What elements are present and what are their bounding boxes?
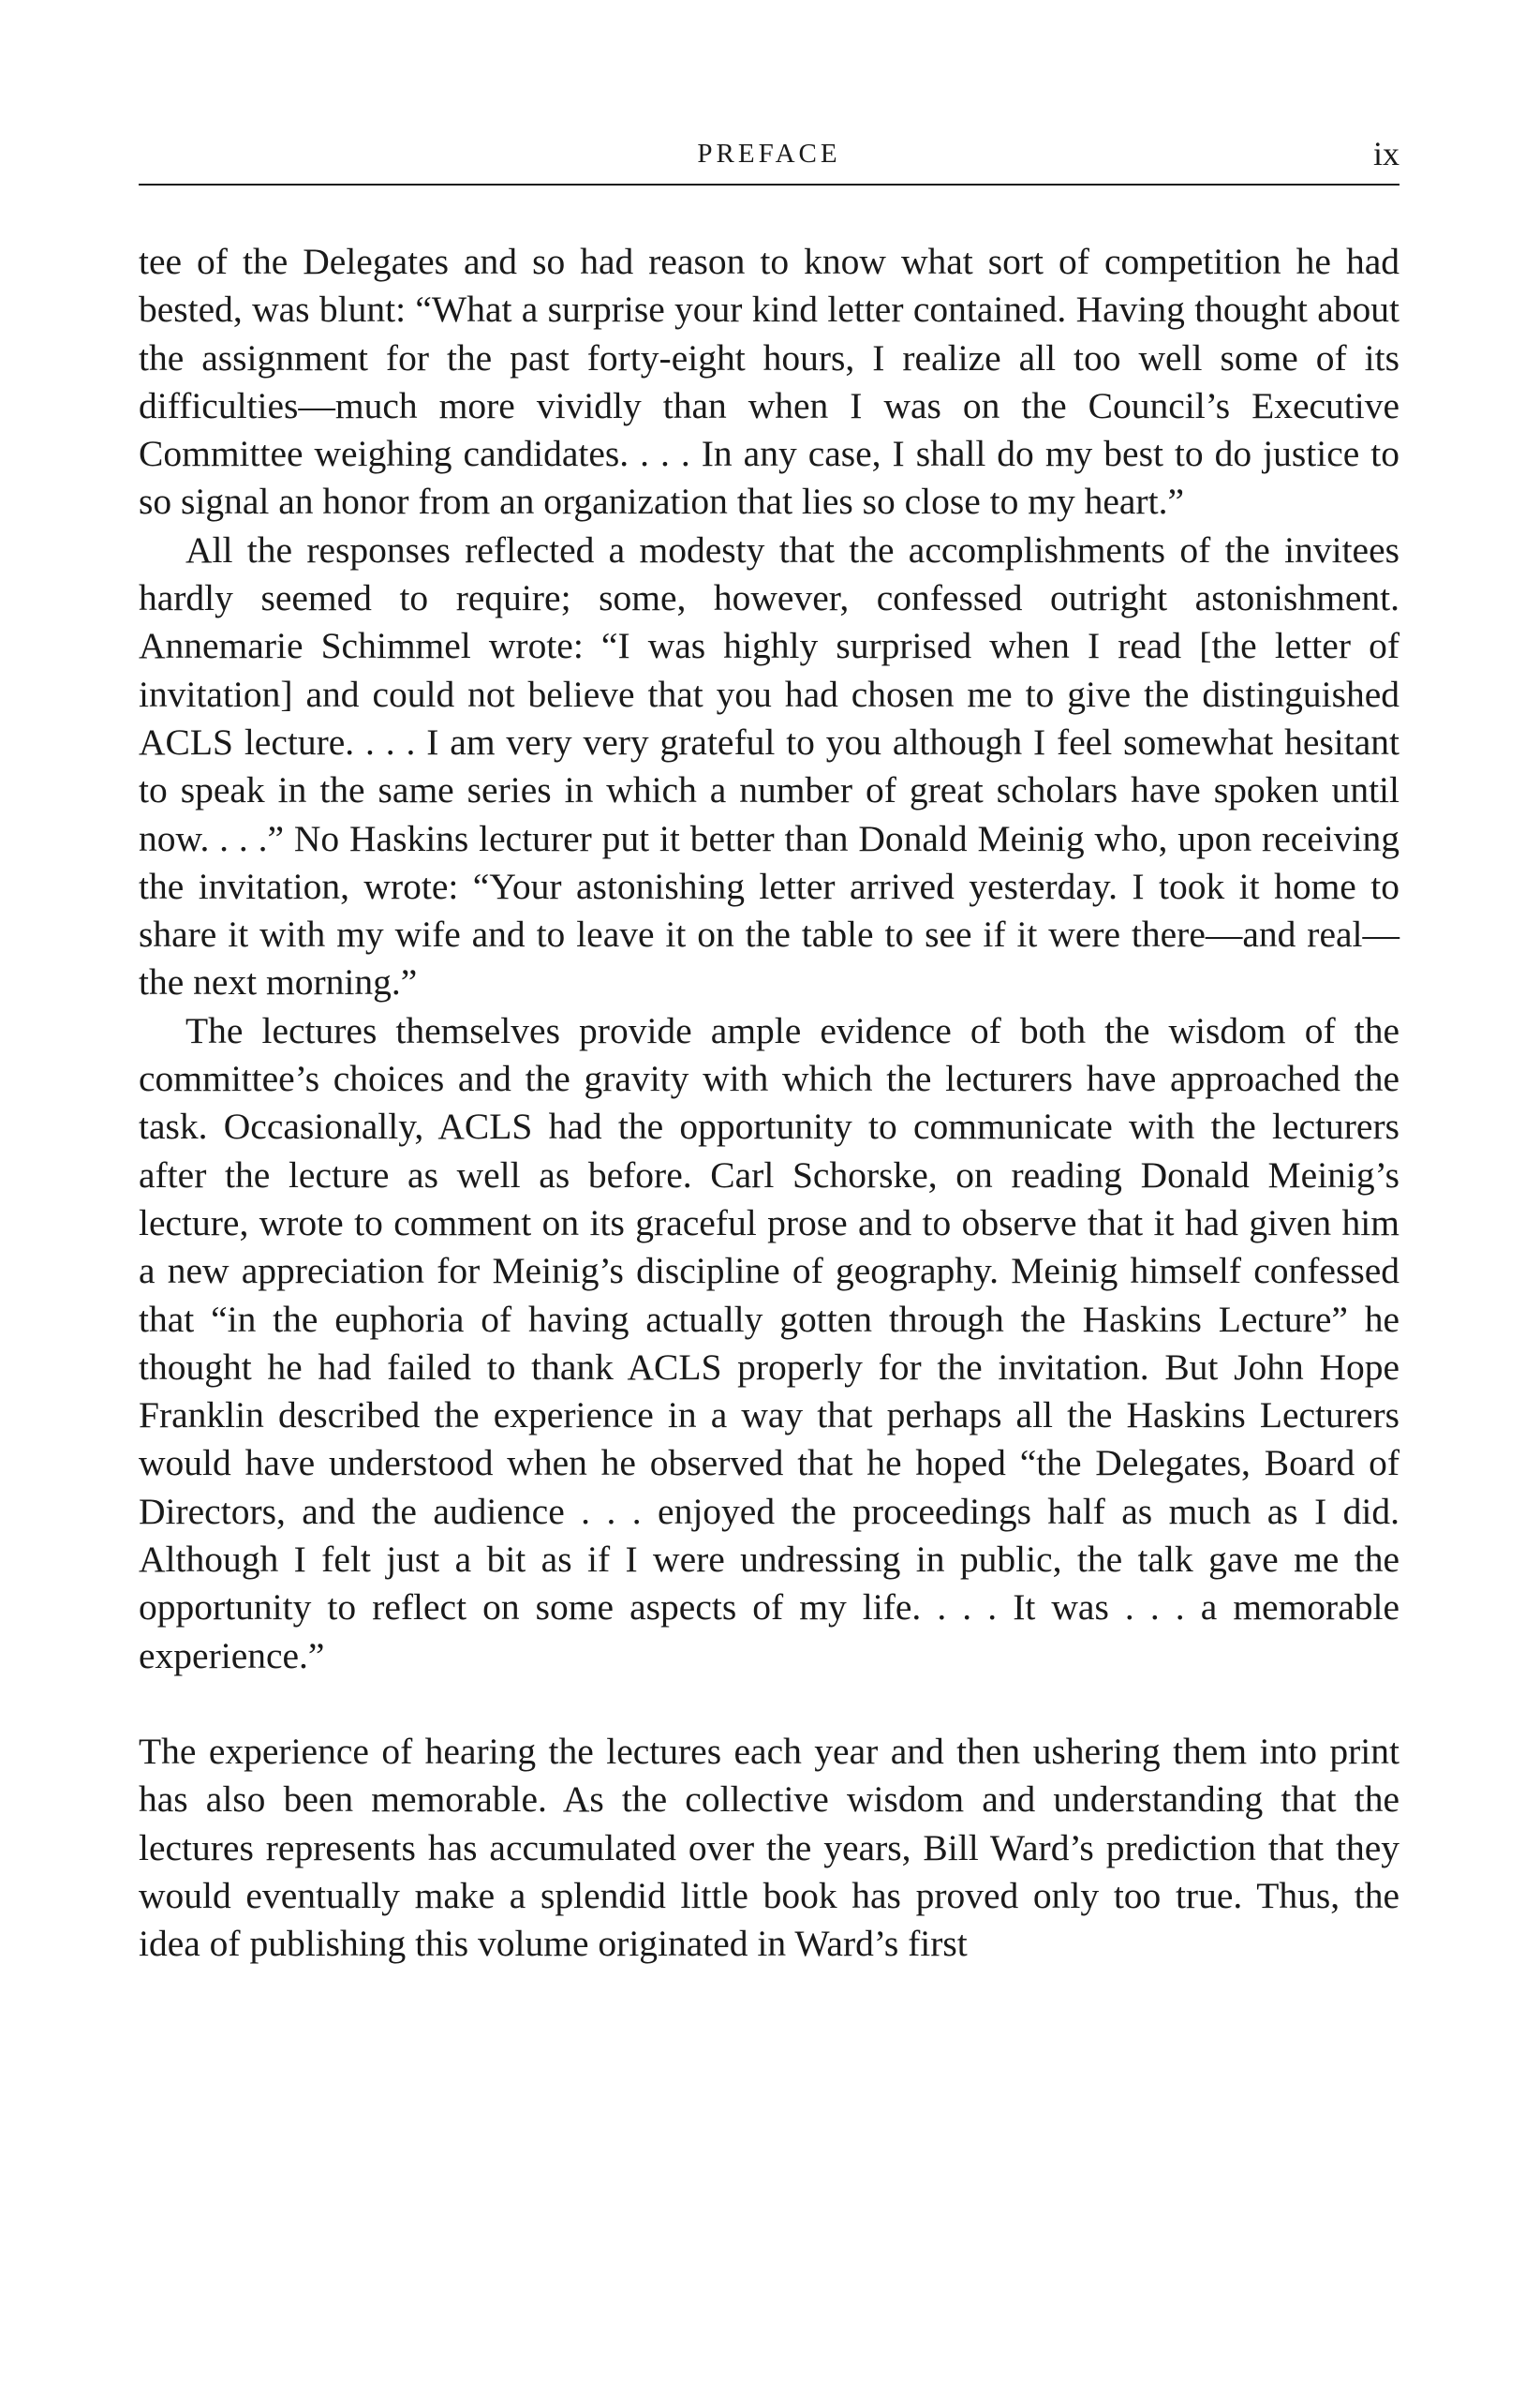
header-rule [139,184,1399,186]
running-title: PREFACE [697,139,841,169]
body-text [139,238,1399,1968]
paragraph-responses: All the responses reflected a modesty that the accomplishments of the invitees hardly seemed to require; some, however, confessed outright astonishment. Annemarie Schimmel wrote: “I was highly surprised when I read [the letter of invitation] and could not believe that you had chosen me to give the distinguished ACLS lecture. . . . I am very very grateful to you although I feel somewhat hesitant to speak in the same series in which a number of great scholars have spoken until now. . . .” No Haskins lecturer put it better than Donald Meinig who, upon receiving the invitation, wrote: “Your astonishing letter arrived yesterday. I took it home to share it with my wife and to leave it on the table to see if it were there—and real—the next morning.” [139,528,1399,1004]
paragraph-experience: The experience of hearing the lectures each year and then ushering them into print has also been memorable. As the collective wisdom and understanding that the lectures represents has accumulated over the years, Bill Ward’s prediction that they would eventually make a splendid little book has proved only too true. Thus, the idea of publishing this volume originated in Ward’s first [139,1730,1399,1965]
page-number: ix [1372,135,1399,172]
paragraph-continued: tee of the Delegates and so had reason to know what sort of competition he had bested, was blunt: “What a surprise your kind letter contained. Having thought about the assignment for the past forty-eight hours, I realize all too well some of its difficulties—much more vividly than when I was on the Council’s Executive Committee weighing candidates. . . . In any case, I shall do my best to do justice to so signal an honor from an organization that lies so close to my heart.” [139,241,1399,523]
paragraph-lectures: The lectures themselves provide ample evidence of both the wisdom of the committee’s choices and the gravity with which the lecturers have approached the task. Occasionally, ACLS had the opportunity to communicate with the lecturers after the lecture as well as before. Carl Schorske, on reading Donald Meinig’s lecture, wrote to comment on its graceful prose and to observe that it had given him a new appreciation for Meinig’s discipline of geography. Meinig himself confessed that “in the euphoria of having actually gotten through the Haskins Lecture” he thought he had failed to thank ACLS properly for the invitation. But John Hope Franklin described the experience in a way that perhaps all the Haskins Lecturers would have understood when he observed that he hoped “the Delegates, Board of Directors, and the audience . . . enjoyed the proceedings half as much as I did. Although I felt just a bit as if I were undressing in public, the talk gave me the opportunity to reflect on some aspects of my life. . . . It was . . . a memorable experience.” [139,1009,1399,1676]
running-head [139,133,1399,174]
